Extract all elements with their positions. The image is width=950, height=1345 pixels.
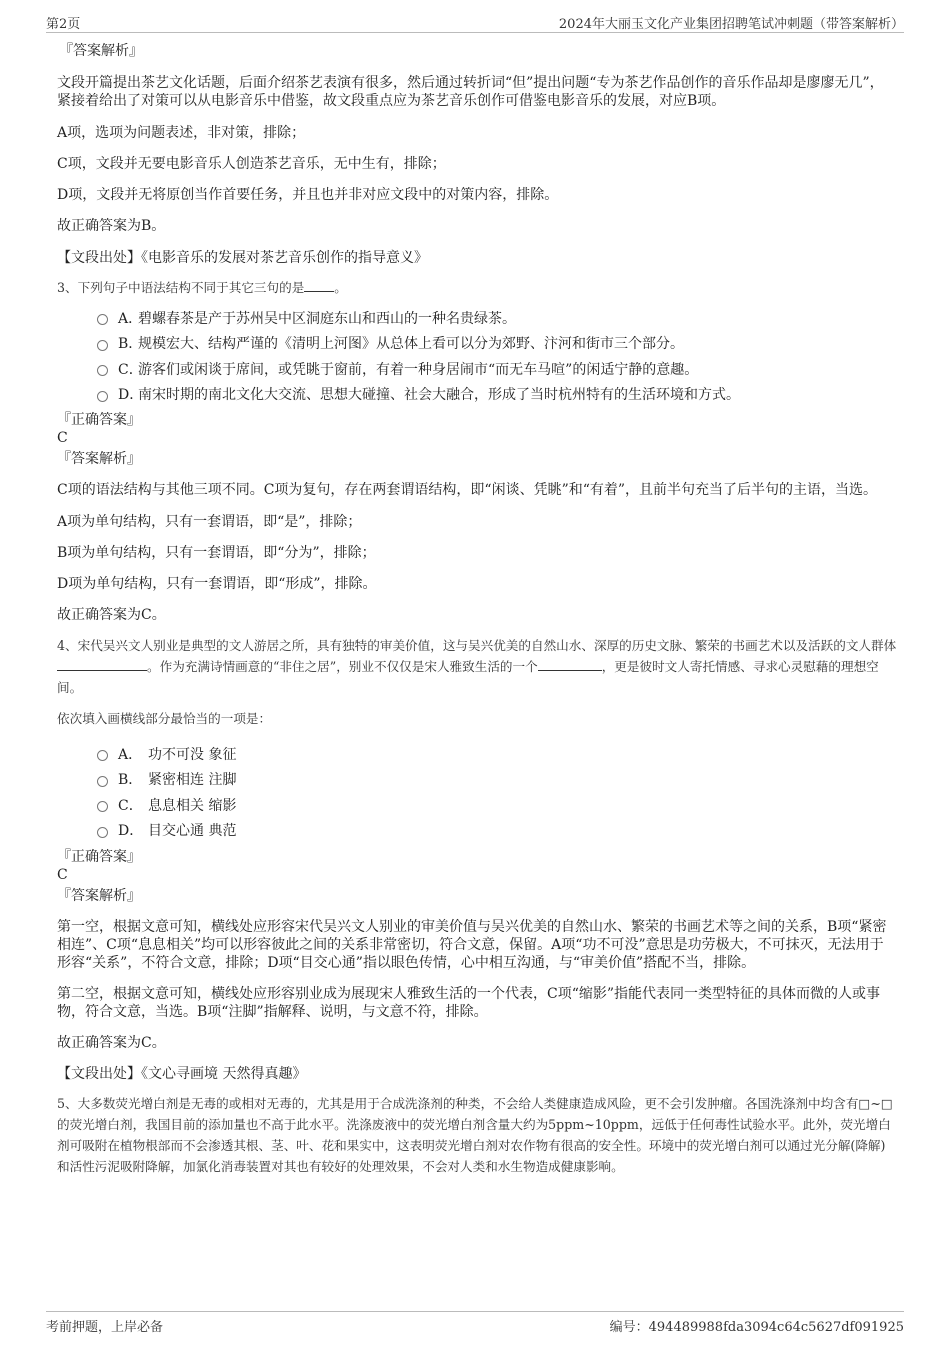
analysis-paragraph: 第一空，根据文意可知，横线处应形容宋代吴兴文人别业的审美价值与吴兴优美的自然山水、繁荣的书画艺术等之间的关系，B项“紧密相连”、C项“息息相关”均可以形容彼此之间的关系非常密切，符合文意，保留。A项“功不可没”意思是功劳极大，不可抹灭，无法用于形容“关系”，不符合文意，排除；D项“目交心通”指以眼色传情，心中相互沟通，与“审美价值”搭配不当，排除。 xyxy=(57,919,887,971)
page-footer xyxy=(46,1311,904,1334)
option-text: 游客们或闲谈于席间，或凭眺于窗前，有着一种身居闹市“而无车马喧”的闲适宁静的意趣。 xyxy=(138,361,699,378)
question-stem xyxy=(57,277,897,298)
analysis-label: 『答案解析』 xyxy=(57,451,141,467)
option-c[interactable] xyxy=(97,792,897,818)
answer-blank xyxy=(538,658,602,671)
document-title: 2024年大丽玉文化产业集团招聘笔试冲刺题（带答案解析） xyxy=(558,17,904,32)
passage-source: 【文段出处】《文心寻画境 天然得真趣》 xyxy=(57,1066,307,1082)
question-stem xyxy=(57,635,897,698)
analysis-paragraph: A项，选项为问题表述，非对策，排除； xyxy=(57,125,306,141)
radio-icon[interactable] xyxy=(97,801,108,812)
page-header xyxy=(46,12,904,33)
radio-icon[interactable] xyxy=(97,391,108,402)
answer-blank xyxy=(304,279,334,292)
option-text: 南宋时期的南北文化大交流、思想大碰撞、社会大融合，形成了当时杭州特有的生活环境和方式。 xyxy=(138,387,740,404)
option-d[interactable] xyxy=(97,818,897,844)
answer-conclusion: 故正确答案为C。 xyxy=(57,607,166,623)
correct-answer-label: 『正确答案』 xyxy=(57,849,141,865)
question-stem-text: 。作为充满诗情画意的“非住之居”，别业不仅仅是宋人雅致生活的一个 xyxy=(147,659,538,674)
page-number: 第2页 xyxy=(46,17,81,32)
option-a[interactable] xyxy=(97,305,897,331)
question-stem-text: ，更是彼时文人寄托情感、寻求心灵慰藉的理想空间。 xyxy=(57,659,879,695)
option-letter: B． xyxy=(118,772,143,789)
option-c[interactable] xyxy=(97,356,897,382)
radio-icon[interactable] xyxy=(97,365,108,376)
option-text: 功不可没 象征 xyxy=(148,746,237,763)
answer-blank xyxy=(57,658,147,671)
option-list xyxy=(57,741,897,843)
footer-slogan: 考前押题，上岸必备 xyxy=(46,1320,164,1335)
option-list xyxy=(57,305,897,407)
question-prompt: 依次填入画横线部分最恰当的一项是： xyxy=(57,711,272,726)
analysis-paragraph: A项为单句结构，只有一套谓语，即“是”，排除； xyxy=(57,514,362,530)
option-letter: C． xyxy=(118,797,143,814)
option-text: 紧密相连 注脚 xyxy=(148,772,237,789)
answer-conclusion: 故正确答案为C。 xyxy=(57,1035,166,1051)
option-text: 目交心通 典范 xyxy=(148,823,237,840)
option-b[interactable] xyxy=(97,331,897,357)
option-letter: A． xyxy=(118,746,143,763)
option-letter: A． xyxy=(118,310,143,327)
analysis-paragraph: C项的语法结构与其他三项不同。C项为复句，存在两套谓语结构，即“闲谈、凭眺”和“有着”，且前半句充当了后半句的主语，当选。 xyxy=(57,482,878,498)
option-text: 息息相关 缩影 xyxy=(148,797,237,814)
correct-answer-label: 『正确答案』 xyxy=(57,412,141,428)
analysis-paragraph: D项为单句结构，只有一套谓语，即“形成”，排除。 xyxy=(57,576,377,592)
analysis-paragraph: D项，文段并无将原创当作首要任务，并且也并非对应文段中的对策内容，排除。 xyxy=(57,187,559,203)
analysis-label: 『答案解析』 xyxy=(59,43,143,59)
correct-answer: C xyxy=(57,430,68,446)
analysis-paragraph: B项为单句结构，只有一套谓语，即“分为”，排除； xyxy=(57,545,376,561)
option-letter: B． xyxy=(118,336,143,353)
radio-icon[interactable] xyxy=(97,827,108,838)
analysis-paragraph: C项，文段并无要电影音乐人创造茶艺音乐，无中生有，排除； xyxy=(57,156,446,172)
radio-icon[interactable] xyxy=(97,776,108,787)
question-stem-end: 。 xyxy=(334,280,347,295)
analysis-paragraph: 文段开篇提出茶艺文化话题，后面介绍茶艺表演有很多，然后通过转折词“但”提出问题“专为茶艺作品创作的音乐作品却是廖廖无几”，紧接着给出了对策可以从电影音乐中借鉴，故文段重点应为茶艺音乐创作可借鉴电影音乐的发展，对应B项。 xyxy=(57,75,884,109)
radio-icon[interactable] xyxy=(97,750,108,761)
option-text: 规模宏大、结构严谨的《清明上河图》从总体上看可以分为郊野、汴河和街市三个部分。 xyxy=(138,336,684,353)
question-stem-text: 4、宋代吴兴文人别业是典型的文人游居之所，具有独特的审美价值，这与吴兴优美的自然山水、深厚的历史文脉、繁荣的书画艺术以及活跃的文人群体 xyxy=(57,638,897,653)
question-stem-text: 3、下列句子中语法结构不同于其它三句的是 xyxy=(57,280,305,295)
question-stem: 5、大多数荧光增白剂是无毒的或相对无毒的，尤其是用于合成洗涤剂的种类，不会给人类健康造成风险，更不会引发肿瘤。各国洗涤剂中均含有□~□的荧光增白剂，我国目前的添加量也不高于此水平。洗涤废液中的荧光增白剂含量大约为5ppm~10ppm，远低于任何毒性试验水平。此外，荧光增白剂可吸附在植物根部而不会渗透其根、茎、叶、花和果实中，这表明荧光增白剂对农作物有很高的安全性。环境中的荧光增白剂可以通过光分解(降解)和活性污泥吸附降解，加氯化消毒装置对其也有较好的处理效果，不会对人类和水生物造成健康影响。 xyxy=(57,1096,893,1174)
option-a[interactable] xyxy=(97,741,897,767)
option-letter: D． xyxy=(118,387,144,404)
radio-icon[interactable] xyxy=(97,314,108,325)
option-letter: D． xyxy=(118,823,144,840)
analysis-paragraph: 第二空，根据文意可知，横线处应形容别业成为展现宋人雅致生活的一个代表，C项“缩影”指能代表同一类型特征的具体而微的人或事物，符合文意，当选。B项“注脚”指解释、说明，与文意不符，排除。 xyxy=(57,986,881,1020)
document-id: 编号：494489988fda3094c64c5627df091925 xyxy=(609,1320,904,1335)
correct-answer: C xyxy=(57,867,68,883)
option-letter: C． xyxy=(118,361,143,378)
main-content xyxy=(57,42,897,1177)
passage-source: 【文段出处】《电影音乐的发展对茶艺音乐创作的指导意义》 xyxy=(57,250,428,266)
analysis-label: 『答案解析』 xyxy=(57,888,141,904)
answer-conclusion: 故正确答案为B。 xyxy=(57,218,166,234)
option-b[interactable] xyxy=(97,767,897,793)
option-text: 碧螺春茶是产于苏州吴中区洞庭东山和西山的一种名贵绿茶。 xyxy=(138,310,516,327)
radio-icon[interactable] xyxy=(97,340,108,351)
option-d[interactable] xyxy=(97,382,897,408)
